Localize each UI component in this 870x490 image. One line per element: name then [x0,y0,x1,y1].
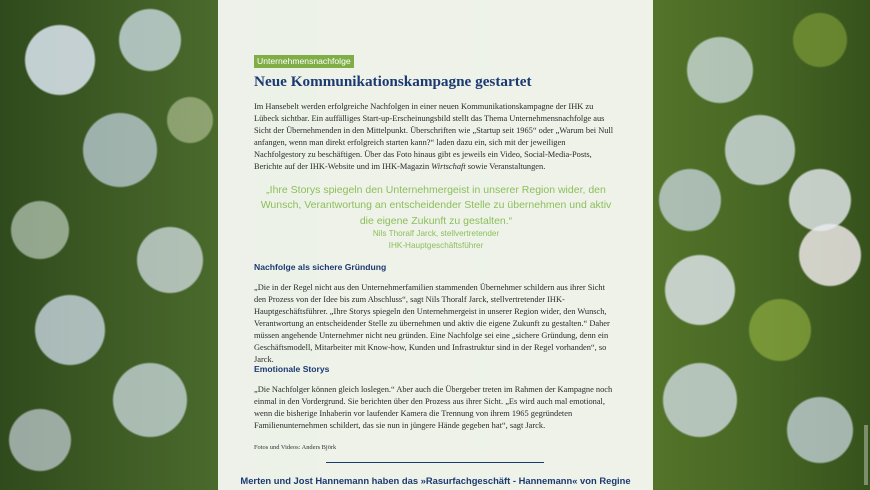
divider [326,462,544,463]
next-story-teaser[interactable]: Merten und Jost Hannemann haben das »Rasurfachgeschäft - Hannemann« von Regine [240,475,631,486]
photo-credit: Fotos und Videos: Anders Björk [254,444,337,451]
article-panel [218,0,653,490]
category-kicker[interactable]: Unternehmensnachfolge [254,55,354,68]
intro-paragraph [254,101,618,173]
quote-author [254,228,618,252]
pull-quote: „Ihre Storys spiegeln den Unternehmergeist in unserer Region wider, den Wunsch, Verantwortung an entscheidender Stelle zu übernehmen und aktiv die eigene Zukunft zu gestalten.“ [260,184,612,227]
magazine-name: Wirtschaft [431,162,466,171]
background-photo-credit-strip [864,425,868,485]
quote-author-name: Nils Thoralf Jarck, stellvertretender [372,229,500,238]
article-title: Neue Kommunikationskampagne gestartet [254,73,532,90]
section-heading-emotional: Emotionale Storys [254,364,330,374]
intro-text: Im Hansebelt werden erfolgreiche Nachfolgen in einer neuen Kommunikationskampagne der IHK zu Lübeck sichtbar. Ein auffälliges Start-up-Erscheinungsbild stellt das Thema Unternehmensnachfolge aus Sicht der Übernehmenden in den Mittelpunkt. Überschriften wie „Startup seit 1965“ oder „Warum bei Null anfangen, wenn man direkt erfolgreich starten kann?“ laden dazu ein, sich mit der jeweiligen Nachfolgestory zu beschäftigen. Über das Foto hinaus gibt es jeweils ein Video, Social-Media-Posts, Berichte auf der IHK-Website und im IHK-Magazin [254,102,614,171]
section-paragraph-emotional: „Die Nachfolger können gleich loslegen.“ Aber auch die Übergeber treten im Rahmen der Kampagne noch einmal in den Vordergrund. Sie berichten über den Prozess aus ihrer Sicht. „Es wird auch mal emotional, wenn die bisherige Inhaberin vor laufender Kamera die Trennung von ihrem 1965 gegründeten Familienunternehmen schildert, das sie nun in jüngere Hände gegeben hat“, sagt Jarck. [254,385,613,430]
section-paragraph-founding: „Die in der Regel nicht aus den Unternehmerfamilien stammenden Übernehmer schildern aus ihrer Sicht den Prozess von der Idee bis zum Abschluss“, sagt Nils Thoralf Jarck, stellvertretender IHK-Hauptgeschäftsführer. „Ihre Storys spiegeln den Unternehmergeist in unserer Region wider, den Wunsch, Verantwortung an entscheidender Stelle zu übernehmen und aktiv die eigene Zukunft zu gestalten.“ Daher müssen angehende Unternehmer nicht neu gründen. Eine Nachfolge sei eine „sichere Gründung, denn ein Geschäftsmodell, Mitarbeiter mit Know-how, Kunden und Infrastruktur sind in der Regel vorhanden“, so Jarck. [254,283,610,364]
intro-text-end: sowie Veranstaltungen. [465,162,546,171]
section-heading-founding: Nachfolge als sichere Gründung [254,262,387,272]
quote-author-role: IHK-Hauptgeschäftsführer [388,241,484,250]
